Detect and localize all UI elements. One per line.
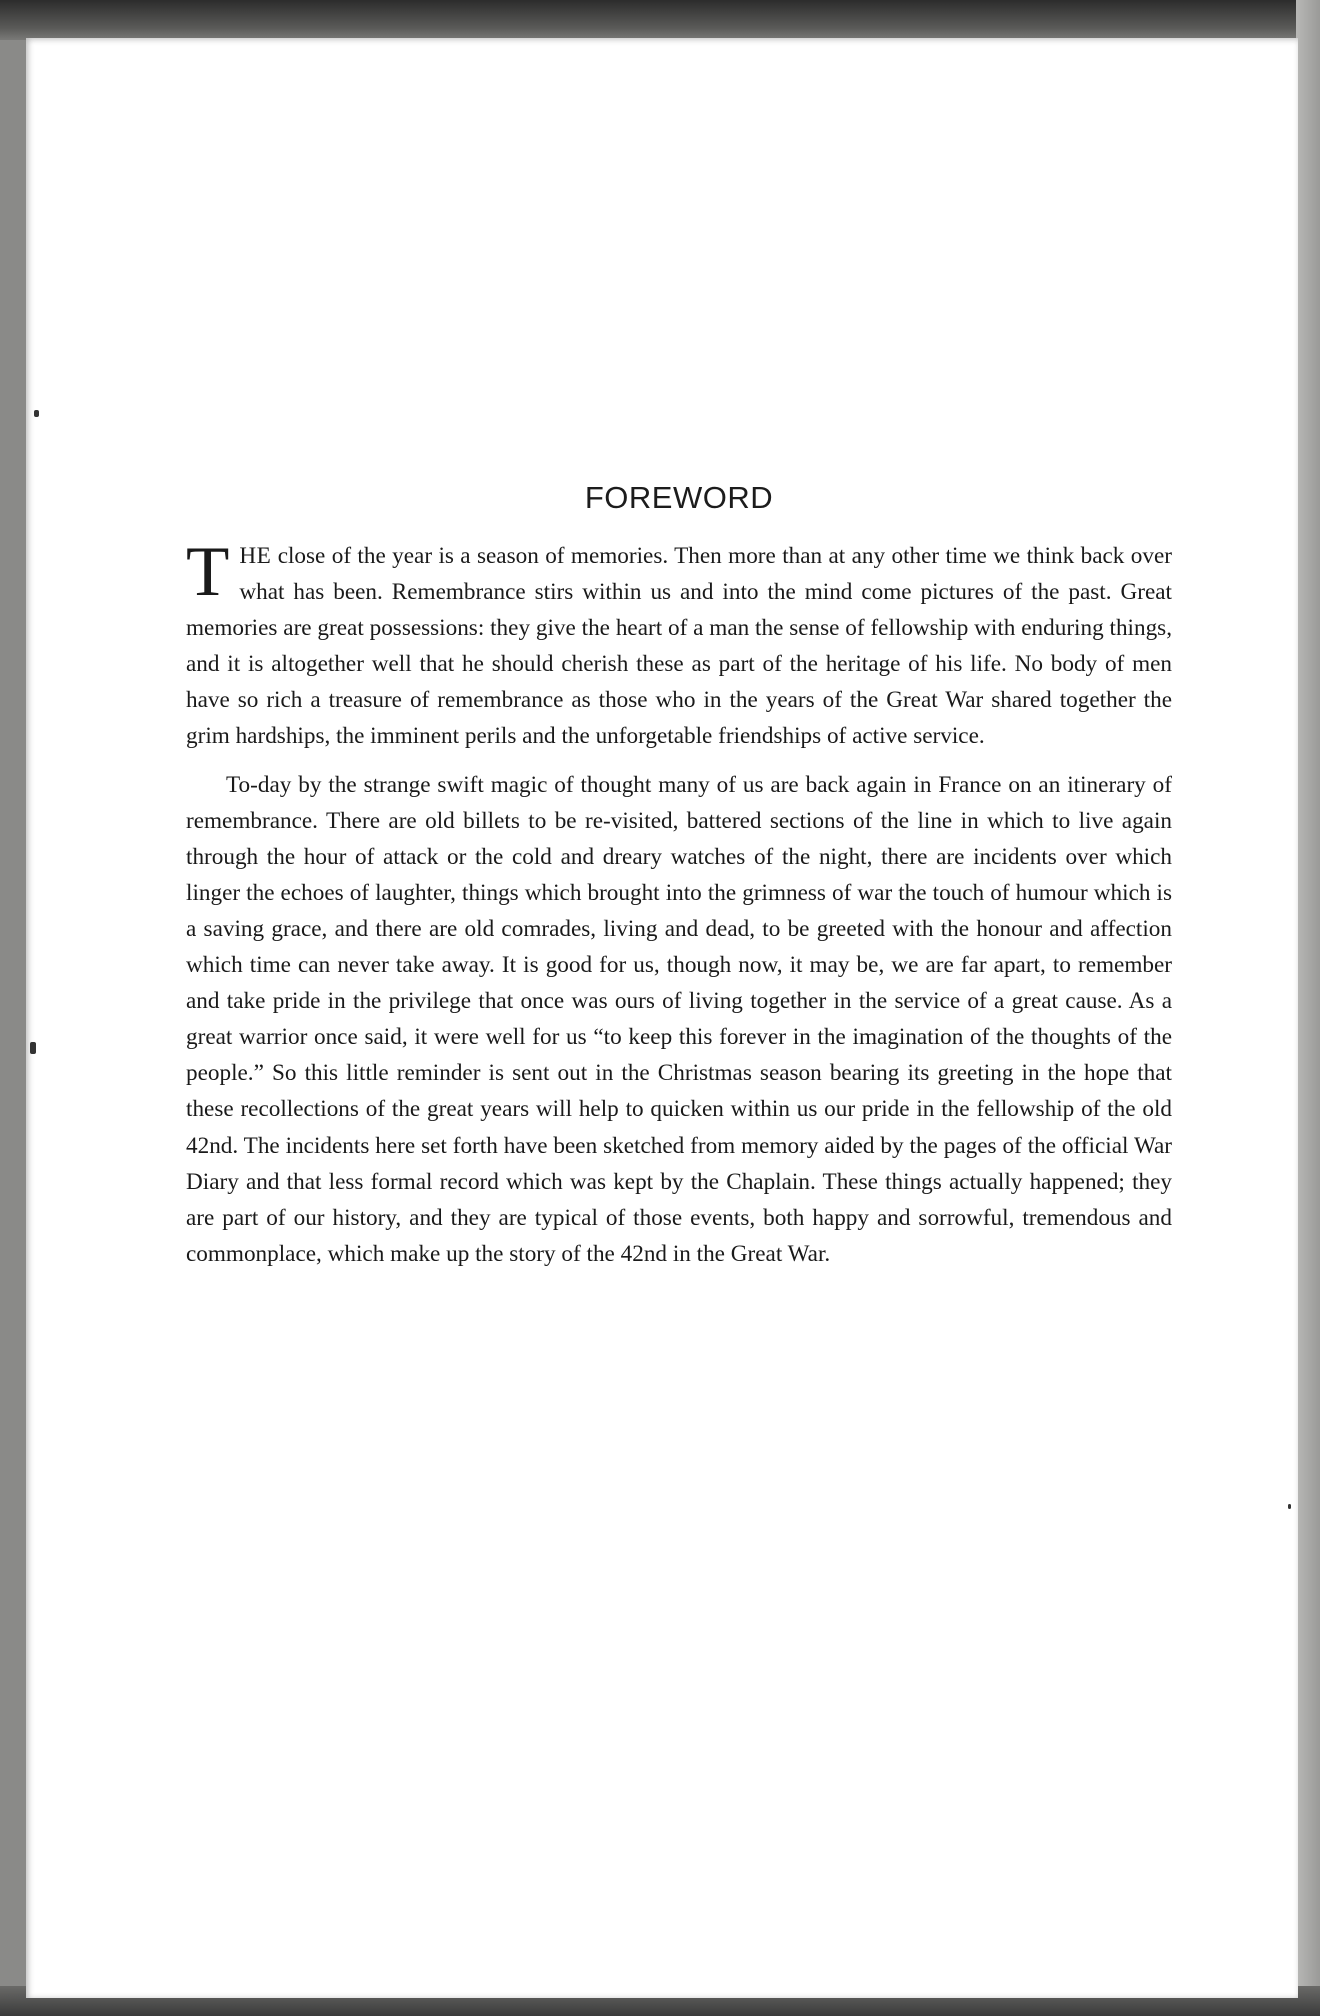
book-page [26,38,1298,1998]
drop-cap: T [186,533,230,611]
page-title: FOREWORD [584,480,774,515]
scan-right-edge [1296,0,1320,2016]
paragraph-1-text: close of the year is a season of memories. Then more than at any other time we think back over what has been. Remembrance stirs within us and into the mind come pictures of the past. Great memories are great possessions: they give the heart of a man the sense of fellowship with enduring things, and it is altogether well that he should cherish these as part of the heritage of his life. No body of men have so rich a treasure of remembrance as those who in the years of the Great War shared together the grim hardships, the imminent perils and the unforgetable friendships of active service. [186,543,1172,750]
foreword-text-block [186,480,1172,1272]
ink-speck [1288,1504,1291,1509]
scan-top-edge [0,0,1320,40]
paragraph-2: To-day by the strange swift magic of thought many of us are back again in France on an itinerary of remembrance. There are old billets to be re-visited, battered sections of the line in which to live again through the hour of attack or the cold and dreary watches of the night, there are incidents over which linger the echoes of laughter, things which brought into the grimness of war the touch of humour which is a saving grace, and there are old comrades, living and dead, to be greeted with the honour and affection which time can never take away. It is good for us, though now, it may be, we are far apart, to remember and take pride in the privilege that once was ours of living together in the service of a great cause. As a great warrior once said, it were well for us “to keep this forever in the imagination of the thoughts of the people.” So this little reminder is sent out in the Christmas season bearing its greeting in the hope that these recollections of the great years will help to quicken within us our pride in the fellowship of the old 42nd. The incidents here set forth have been sketched from memory aided by the pages of the official War Diary and that less formal record which was kept by the Chaplain. These things actually happened; they are part of our history, and they are typical of those events, both happy and sorrowful, tremendous and commonplace, which make up the story of the 42nd in the Great War. [186,771,1172,1267]
ink-speck [30,1042,36,1054]
paragraph-1-lead: HE [239,543,272,569]
ink-speck [34,410,39,417]
paragraph-1 [186,533,1172,755]
